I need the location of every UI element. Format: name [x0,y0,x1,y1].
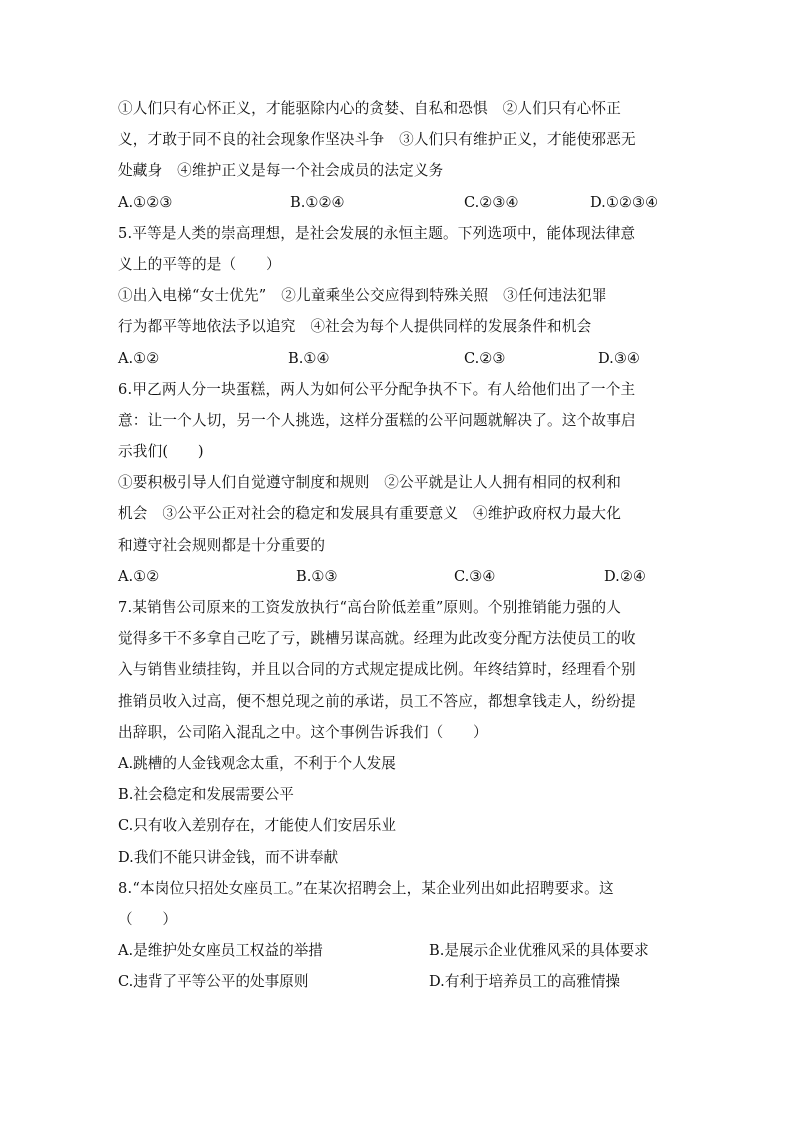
text-line: 入与销售业绩挂钩，并且以合同的方式规定提成比例。年终结算时，经理看个别 [118,661,636,679]
option-a: A.①②③ [118,193,173,211]
text-line: ①出入电梯“女士优先” ②儿童乘坐公交应得到特殊关照 ③任何违法犯罪 [118,287,607,305]
option-c: C.②③ [464,349,506,367]
question-4-statements [118,93,676,187]
question-7-options [118,748,676,873]
option-d: D.①②③④ [590,193,659,211]
option-b: B.①④ [288,349,330,367]
question-6-statements [118,467,676,561]
option-a: A.跳槽的人金钱观念太重，不利于个人发展 [118,754,396,772]
text-line: 义上的平等的是（ ） [118,255,281,273]
question-8-options-row-1 [118,935,676,966]
question-5-stem [118,218,676,280]
option-b: B.①②④ [290,193,345,211]
option-c: C.③④ [454,567,496,585]
option-a: A.①② [118,567,160,585]
question-5-options [118,343,676,374]
text-line: 出辞职，公司陷入混乱之中。这个事例告诉我们（ ） [118,723,488,741]
question-8-stem [118,873,676,935]
option-c: C.②③④ [464,193,519,211]
text-line: 6.甲乙两人分一块蛋糕，两人为如何公平分配争执不下。有人给他们出了一个主 [118,380,636,398]
text-line: 机会 ③公平公正对社会的稳定和发展具有重要意义 ④维护政府权力最大化 [118,505,621,523]
option-a: A.①② [118,349,160,367]
option-b: B.是展示企业优雅风采的具体要求 [429,942,649,960]
question-content [118,93,676,997]
option-c: C.违背了平等公平的处事原则 [118,973,309,991]
text-line: 和遵守社会规则都是十分重要的 [118,536,326,554]
text-line: 推销员收入过高，便不想兑现之前的承诺，员工不答应，都想拿钱走人，纷纷提 [118,692,636,710]
text-line: 5.平等是人类的崇高理想，是社会发展的永恒主题。下列选项中，能体现法律意 [118,224,636,242]
text-line: 义，才敢于同不良的社会现象作坚决斗争 ③人们只有维护正义，才能使邪恶无 [118,131,636,149]
text-line: 处藏身 ④维护正义是每一个社会成员的法定义务 [118,162,444,180]
option-d: D.有利于培养员工的高雅情操 [429,973,620,991]
option-b: B.①③ [296,567,338,585]
question-6-stem [118,374,676,468]
option-a: A.是维护处女座员工权益的举措 [118,942,323,960]
option-d: D.我们不能只讲金钱，而不讲奉献 [118,848,339,866]
text-line: （ ） [118,910,178,928]
option-b: B.社会稳定和发展需要公平 [118,786,294,804]
text-line: 8.“本岗位只招处女座员工。”在某次招聘会上，某企业列出如此招聘要求。这 [118,879,614,897]
option-d: D.③④ [598,349,640,367]
question-6-options [118,561,676,592]
text-line: 示我们( ) [118,443,204,461]
question-7-stem [118,592,676,748]
text-line: 行为都平等地依法予以追究 ④社会为每个人提供同样的发展条件和机会 [118,318,592,336]
question-5-statements [118,280,676,342]
option-c: C.只有收入差别存在，才能使人们安居乐业 [118,817,396,835]
text-line: ①要积极引导人们自觉遵守制度和规则 ②公平就是让人人拥有相同的权利和 [118,474,621,492]
option-d: D.②④ [604,567,646,585]
text-line: 觉得多干不多拿自己吃了亏，跳槽另谋高就。经理为此改变分配方法使员工的收 [118,630,636,648]
question-4-options [118,187,676,218]
text-line: 意：让一个人切，另一个人挑选，这样分蛋糕的公平问题就解决了。这个故事启 [118,411,636,429]
text-line: ①人们只有心怀正义，才能驱除内心的贪婪、自私和恐惧 ②人们只有心怀正 [118,100,621,117]
question-8-options-row-2 [118,966,676,997]
text-line: 7.某销售公司原来的工资发放执行“高台阶低差重”原则。个别推销能力强的人 [118,599,622,616]
